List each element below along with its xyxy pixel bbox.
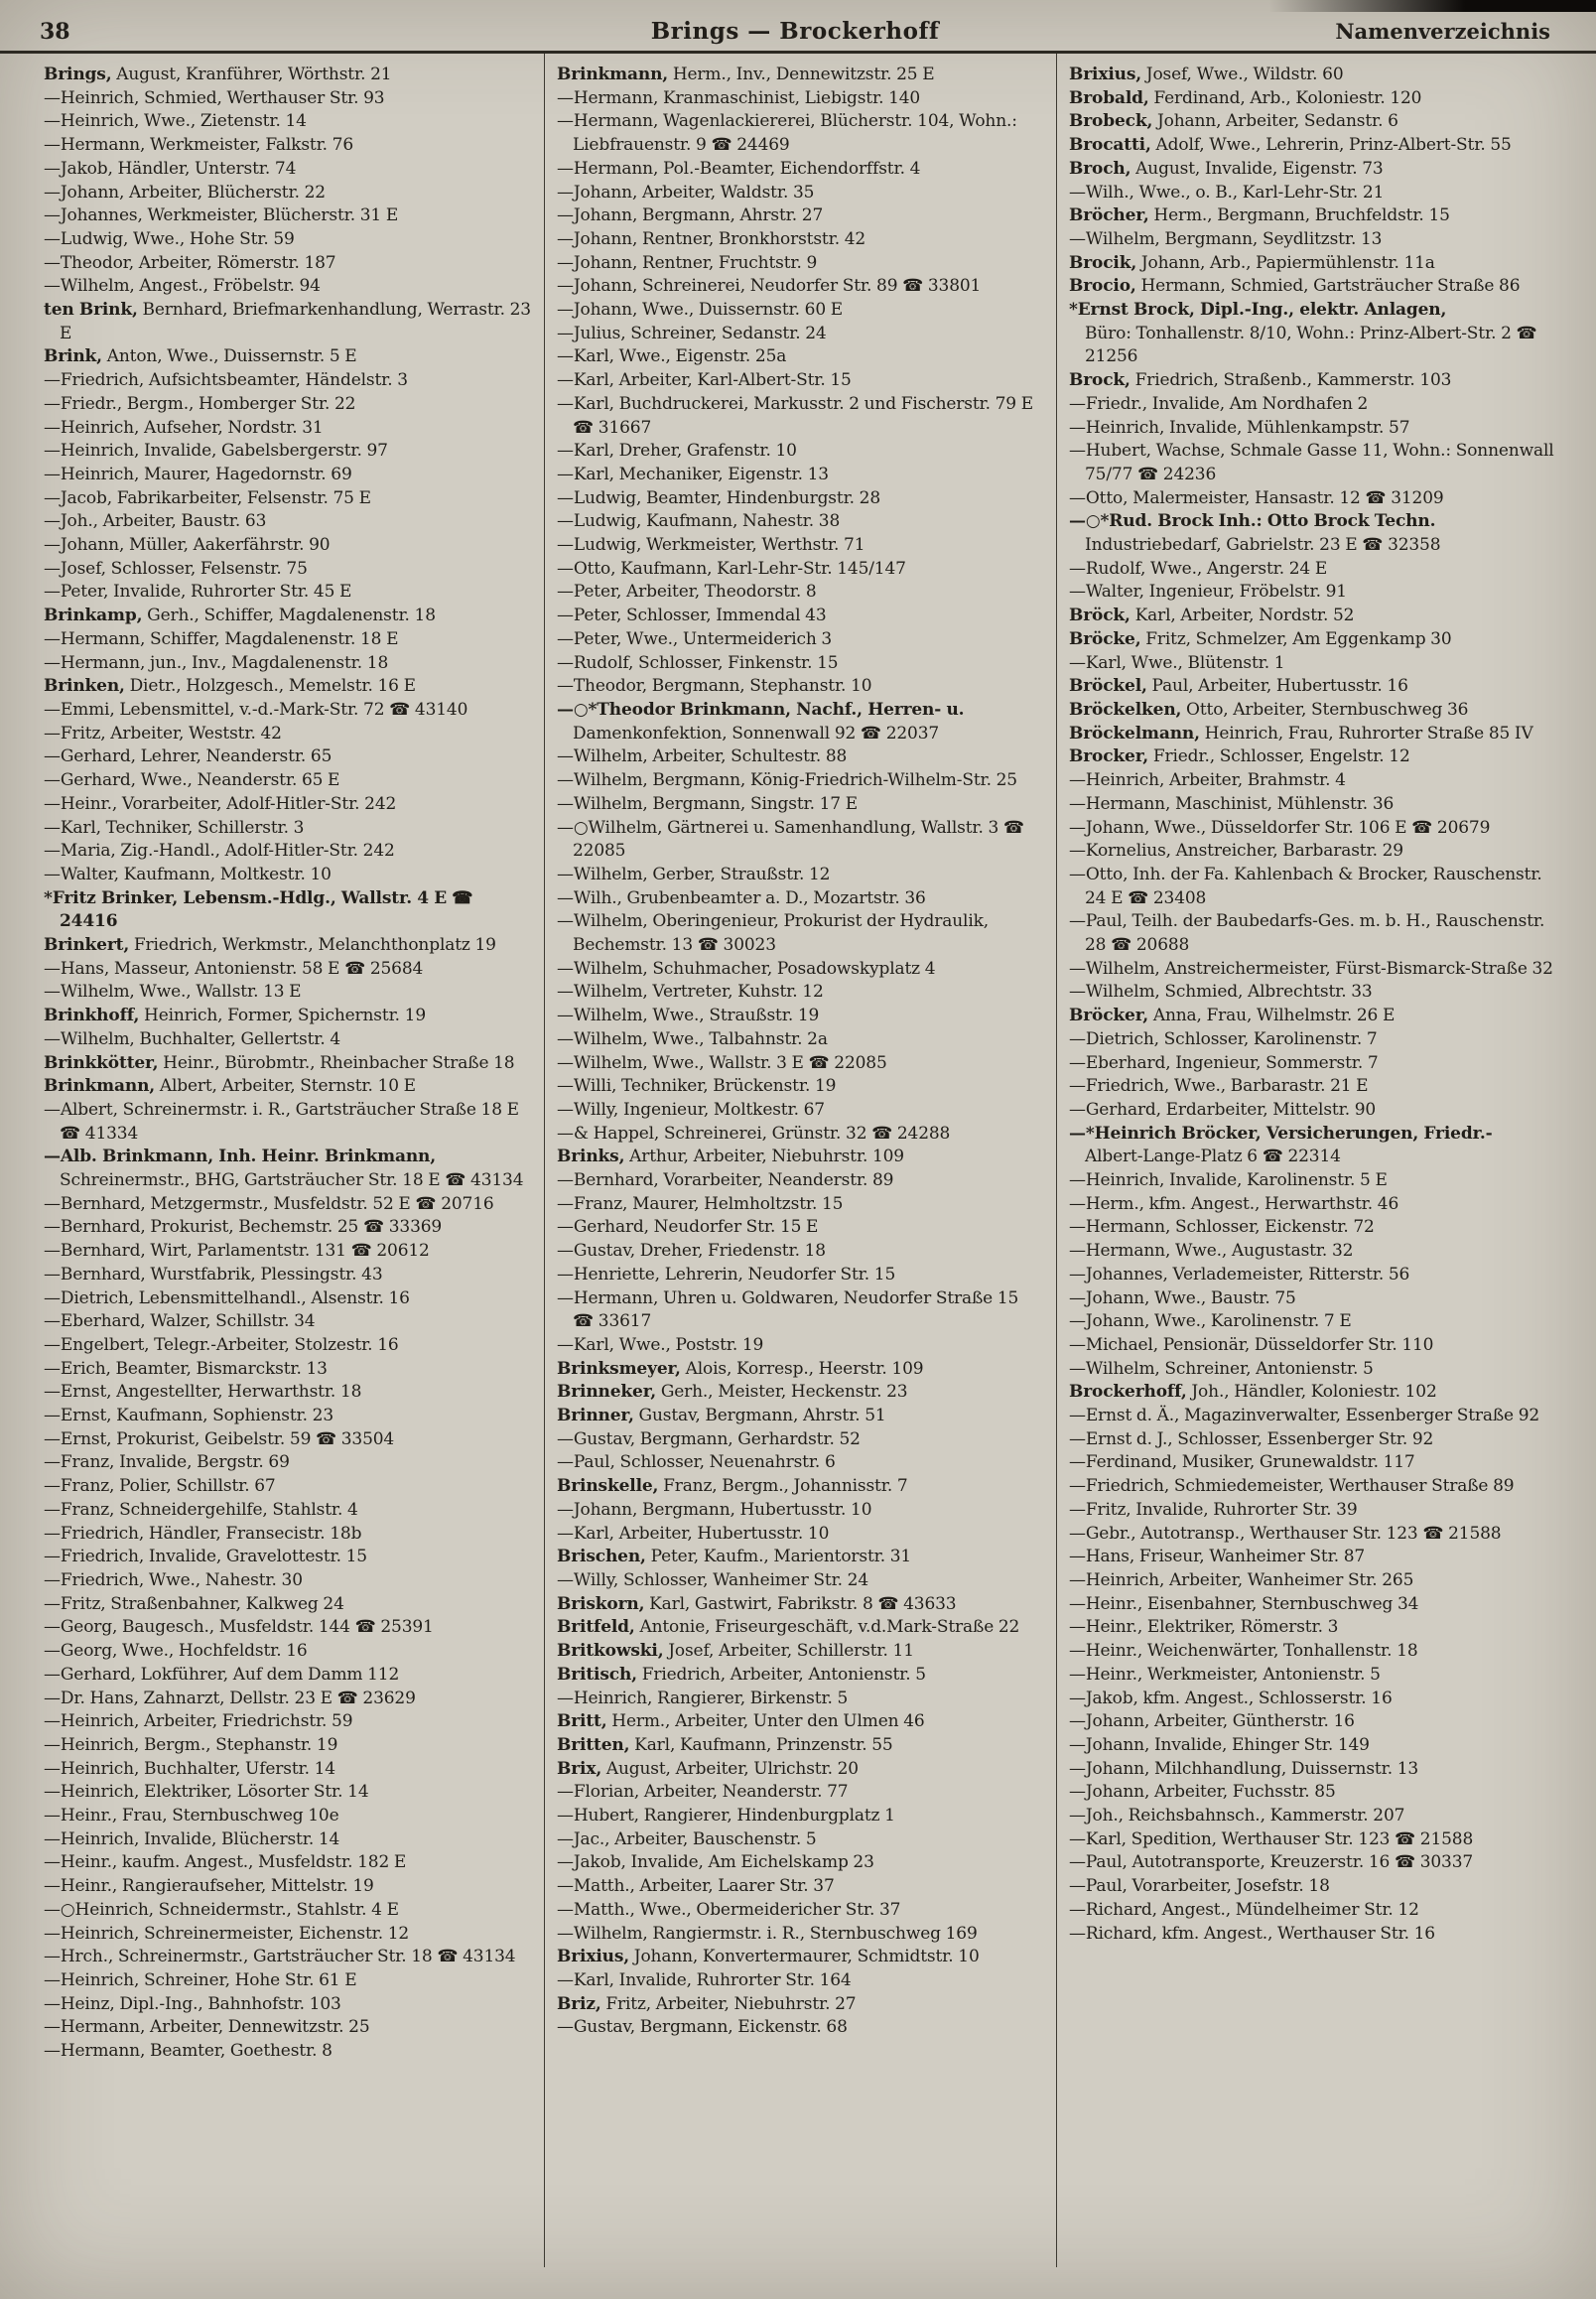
directory-entry: —Hermann, Kranmaschinist, Liebigstr. 140 [557,87,921,108]
directory-entry: —Wilhelm, Buchhalter, Gellertstr. 4 [44,1028,341,1049]
directory-entry: Brinks, Arthur, Arbeiter, Niebuhrstr. 109 [557,1147,904,1167]
surname: Britisch, [557,1664,637,1685]
directory-entry: —Heinr., Rangieraufseher, Mittelstr. 19 [44,1876,374,1897]
directory-entry: Brockerhoff, Joh., Händler, Koloniestr. 102 [1069,1382,1437,1403]
directory-entry: —Karl, Spedition, Werthauser Str. 123 ☎ 21588 [1069,1828,1474,1849]
directory-entry: —Rudolf, Wwe., Angerstr. 24 E [1069,558,1328,579]
directory-entry: —Matth., Wwe., Obermeidericher Str. 37 [557,1899,901,1920]
directory-entry: —Fritz, Arbeiter, Weststr. 42 [44,723,282,744]
directory-entry: —Heinrich, Elektriker, Lösorter Str. 14 [44,1782,369,1803]
surname: Briz, [557,1993,601,2014]
directory-entry: —Heinrich, Aufseher, Nordstr. 31 [44,417,324,438]
directory-entry: —Erich, Beamter, Bismarckstr. 13 [44,1358,328,1379]
directory-entry: —Paul, Teilh. der Baubedarfs-Ges. m. b. H., Rauschenstr. 28 ☎ 20688 [1069,911,1545,956]
surname: Brocker, [1069,746,1149,767]
directory-entry: —Johann, Wwe., Duissernstr. 60 E [557,300,844,321]
directory-entry: —Josef, Schlosser, Felsenstr. 75 [44,558,308,579]
surname: Brixius, [1069,65,1142,84]
directory-columns [0,54,1596,2267]
directory-entry: Brocatti, Adolf, Wwe., Lehrerin, Prinz-Albert-Str. 55 [1069,135,1512,156]
directory-entry: —Heinrich, Wwe., Zietenstr. 14 [44,111,307,132]
directory-entry: Brocik, Johann, Arb., Papiermühlenstr. 11a [1069,252,1435,273]
directory-entry: —Karl, Dreher, Grafenstr. 10 [557,441,797,462]
surname: Bröcke, [1069,628,1141,649]
directory-entry: —Johann, Rentner, Fruchtstr. 9 [557,252,818,273]
directory-entry: —Matth., Arbeiter, Laarer Str. 37 [557,1876,835,1897]
directory-entry: —Peter, Wwe., Untermeiderich 3 [557,628,833,649]
directory-entry: —Johann, Arbeiter, Güntherstr. 16 [1069,1711,1355,1732]
surname: Brinken, [44,676,125,697]
directory-entry: —Wilhelm, Anstreichermeister, Fürst-Bismarck-Straße 32 [1069,958,1553,979]
directory-entry: —Wilhelm, Gerber, Straußstr. 12 [557,864,831,884]
directory-entry: —Ferdinand, Musiker, Grunewaldstr. 117 [1069,1452,1415,1473]
directory-entry: —Gerhard, Neudorfer Str. 15 E [557,1217,819,1238]
directory-entry: —Jac., Arbeiter, Bauschenstr. 5 [557,1828,817,1849]
directory-entry: —Heinrich, Schreinermeister, Eichenstr. 12 [44,1923,410,1944]
directory-entry: —○Heinrich, Schneidermstr., Stahlstr. 4 E [44,1899,399,1920]
directory-entry: Brinskelle, Franz, Bergm., Johannisstr. 7 [557,1476,908,1497]
directory-entry: —Otto, Kaufmann, Karl-Lehr-Str. 145/147 [557,558,906,579]
directory-entry: Brinken, Dietr., Holzgesch., Memelstr. 16 E [44,676,416,697]
directory-entry: —Franz, Maurer, Helmholtzstr. 15 [557,1193,844,1214]
directory-entry: —Gustav, Dreher, Friedenstr. 18 [557,1241,826,1262]
directory-entry: —Richard, Angest., Mündelheimer Str. 12 [1069,1899,1419,1920]
directory-entry: —Johann, Rentner, Bronkhorststr. 42 [557,228,866,249]
directory-entry: —Jakob, Invalide, Am Eichelskamp 23 [557,1852,874,1873]
directory-entry: —Hermann, Wwe., Augustastr. 32 [1069,1241,1354,1262]
directory-entry: —Hermann, Schlosser, Eickenstr. 72 [1069,1217,1375,1238]
directory-entry: —Wilhelm, Vertreter, Kuhstr. 12 [557,982,824,1003]
directory-entry: —Wilhelm, Bergmann, König-Friedrich-Wilhelm-Str. 25 [557,770,1017,791]
directory-entry: —Georg, Wwe., Hochfeldstr. 16 [44,1641,308,1662]
surname: Brinner, [557,1406,634,1426]
directory-entry: —Rudolf, Schlosser, Finkenstr. 15 [557,652,839,673]
directory-entry: —Heinrich, Invalide, Blücherstr. 14 [44,1828,340,1849]
directory-entry: *Ernst Brock, Dipl.-Ing., elektr. Anlagen, [1069,300,1447,321]
directory-entry: —Hrch., Schreinermstr., Gartsträucher Str. 18 ☎ 43134 [44,1947,516,1967]
surname: ten Brink, [44,300,138,321]
surname: Brocik, [1069,252,1137,273]
surname: Briskorn, [557,1593,645,1614]
directory-entry: Bröckelmann, Heinrich, Frau, Ruhrorter Straße 85 IV [1069,723,1533,744]
directory-entry: —Johann, Bergmann, Ahrstr. 27 [557,205,824,226]
surname: Britten, [557,1734,630,1755]
surname: Brocio, [1069,276,1136,297]
page-title: Brings — Brockerhoff [650,18,940,45]
directory-entry: —○*Theodor Brinkmann, Nachf., Herren- u. [557,699,965,720]
directory-entry: —Bernhard, Prokurist, Bechemstr. 25 ☎ 33369 [44,1217,443,1238]
directory-entry: —Karl, Mechaniker, Eigenstr. 13 [557,464,829,484]
directory-entry: —Hermann, Uhren u. Goldwaren, Neudorfer Straße 15 ☎ 33617 [557,1287,1019,1332]
directory-entry: —Walter, Kaufmann, Moltkestr. 10 [44,864,332,884]
directory-entry: Brinkert, Friedrich, Werkmstr., Melanchthonplatz 19 [44,935,496,956]
directory-entry: Brix, August, Arbeiter, Ulrichstr. 20 [557,1758,859,1779]
directory-entry: —Friedrich, Aufsichtsbeamter, Händelstr. 3 [44,370,408,391]
section-label: Namenverzeichnis [1335,19,1550,44]
directory-entry: —Emmi, Lebensmittel, v.-d.-Mark-Str. 72 ☎ 43140 [44,699,468,720]
surname: Britkowski, [557,1641,664,1662]
directory-entry: —Otto, Malermeister, Hansastr. 12 ☎ 31209 [1069,487,1444,508]
directory-column-2 [544,54,1056,2267]
directory-entry: *Fritz Brinker, Lebensm.-Hdlg., Wallstr. 4 E ☎ 24416 [44,887,473,932]
directory-entry: Britt, Herm., Arbeiter, Unter den Ulmen 46 [557,1711,925,1732]
directory-entry: Damenkonfektion, Sonnenwall 92 ☎ 22037 [573,723,940,744]
directory-entry: —Theodor, Arbeiter, Römerstr. 187 [44,252,336,273]
directory-entry: —Friedrich, Wwe., Nahestr. 30 [44,1570,303,1590]
surname: Bröckelmann, [1069,723,1200,744]
directory-entry: —Heinrich, Schreiner, Hohe Str. 61 E [44,1969,357,1990]
directory-entry: —Karl, Arbeiter, Karl-Albert-Str. 15 [557,370,852,391]
directory-entry: —Ludwig, Wwe., Hohe Str. 59 [44,228,295,249]
directory-entry: —Joh., Arbeiter, Baustr. 63 [44,511,267,532]
directory-entry: —Friedrich, Invalide, Gravelottestr. 15 [44,1547,367,1567]
directory-entry: —Hermann, Maschinist, Mühlenstr. 36 [1069,793,1395,814]
directory-entry: Briz, Fritz, Arbeiter, Niebuhrstr. 27 [557,1993,857,2014]
directory-entry: —Wilh., Grubenbeamter a. D., Mozartstr. 36 [557,887,926,908]
surname: Brinkamp, [44,606,143,626]
directory-entry: —Bernhard, Wirt, Parlamentstr. 131 ☎ 20612 [44,1241,430,1262]
directory-entry: —*Heinrich Bröcker, Versicherungen, Friedr.- [1069,1123,1493,1144]
surname: Brobald, [1069,87,1149,108]
directory-entry: —Kornelius, Anstreicher, Barbarastr. 29 [1069,841,1403,862]
directory-entry: —Johann, Schreinerei, Neudorfer Str. 89 ☎ 33801 [557,276,982,297]
directory-entry: —Heinr., Vorarbeiter, Adolf-Hitler-Str. 242 [44,793,397,814]
directory-entry: Brink, Anton, Wwe., Duissernstr. 5 E [44,346,357,367]
directory-entry: —Wilhelm, Oberingenieur, Prokurist der Hydraulik, Bechemstr. 13 ☎ 30023 [557,911,990,956]
directory-entry: —Wilhelm, Wwe., Wallstr. 13 E [44,982,302,1003]
directory-entry: —Richard, kfm. Angest., Werthauser Str. 16 [1069,1923,1435,1944]
directory-entry: Brocio, Hermann, Schmied, Gartsträucher Straße 86 [1069,276,1521,297]
directory-entry: —Johann, Müller, Aakerfährstr. 90 [44,535,331,556]
directory-entry: —Willy, Schlosser, Wanheimer Str. 24 [557,1570,869,1590]
surname: Brixius, [557,1947,630,1967]
directory-entry: —Paul, Autotransporte, Kreuzerstr. 16 ☎ 30337 [1069,1852,1474,1873]
directory-entry: —Ludwig, Kaufmann, Nahestr. 38 [557,511,841,532]
directory-entry: —Paul, Vorarbeiter, Josefstr. 18 [1069,1876,1330,1897]
directory-entry: —Karl, Buchdruckerei, Markusstr. 2 und Fischerstr. 79 E ☎ 31667 [557,393,1033,438]
surname: Brinkmann, [557,65,669,84]
directory-entry: Bröcke, Fritz, Schmelzer, Am Eggenkamp 30 [1069,628,1452,649]
directory-entry: —Johann, Invalide, Ehinger Str. 149 [1069,1734,1370,1755]
surname: Bröck, [1069,606,1130,626]
surname: Bröcher, [1069,205,1149,226]
directory-entry: —Gustav, Bergmann, Eickenstr. 68 [557,2017,848,2038]
directory-entry: —Wilhelm, Arbeiter, Schultestr. 88 [557,746,848,767]
directory-entry: —Johann, Bergmann, Hubertusstr. 10 [557,1499,872,1520]
surname: Britt, [557,1711,607,1732]
directory-entry: —Wilhelm, Bergmann, Seydlitzstr. 13 [1069,228,1383,249]
directory-entry: —Wilh., Wwe., o. B., Karl-Lehr-Str. 21 [1069,182,1385,203]
directory-entry: —Peter, Schlosser, Immendal 43 [557,606,827,626]
directory-entry: —Johann, Arbeiter, Fuchsstr. 85 [1069,1782,1336,1803]
directory-entry: —Albert, Schreinermstr. i. R., Gartsträucher Straße 18 E ☎ 41334 [44,1099,519,1144]
directory-entry: —Fritz, Invalide, Ruhrorter Str. 39 [1069,1499,1358,1520]
directory-entry: —Ernst d. J., Schlosser, Essenberger Str. 92 [1069,1428,1434,1449]
surname: Brinkkötter, [44,1052,159,1073]
directory-entry: —Georg, Baugesch., Musfeldstr. 144 ☎ 25391 [44,1617,434,1638]
directory-entry: Brinkmann, Herm., Inv., Dennewitzstr. 25 E [557,65,935,84]
surname: Brinkert, [44,935,130,956]
directory-entry: —Franz, Schneidergehilfe, Stahlstr. 4 [44,1499,358,1520]
directory-entry: Britten, Karl, Kaufmann, Prinzenstr. 55 [557,1734,893,1755]
directory-entry: —Wilhelm, Bergmann, Singstr. 17 E [557,793,858,814]
directory-entry: —Maria, Zig.-Handl., Adolf-Hitler-Str. 242 [44,841,395,862]
directory-entry: Bröcker, Anna, Frau, Wilhelmstr. 26 E [1069,1006,1396,1026]
directory-entry: —Dietrich, Schlosser, Karolinenstr. 7 [1069,1028,1378,1049]
directory-entry: —Walter, Ingenieur, Fröbelstr. 91 [1069,582,1347,603]
directory-entry: —Friedrich, Schmiedemeister, Werthauser Straße 89 [1069,1476,1515,1497]
directory-entry: Albert-Lange-Platz 6 ☎ 22314 [1085,1147,1341,1167]
directory-entry: —Gustav, Bergmann, Gerhardstr. 52 [557,1428,861,1449]
directory-entry: —Heinrich, Invalide, Gabelsbergerstr. 97 [44,441,388,462]
surname: Brinkhoff, [44,1006,140,1026]
directory-entry: —Heinr., Weichenwärter, Tonhallenstr. 18 [1069,1641,1418,1662]
surname: Brinneker, [557,1382,657,1403]
directory-entry: —Jakob, Händler, Unterstr. 74 [44,158,297,179]
directory-entry: —Johann, Arbeiter, Waldstr. 35 [557,182,815,203]
directory-entry: —Willy, Ingenieur, Moltkestr. 67 [557,1099,825,1120]
directory-entry: Brinkmann, Albert, Arbeiter, Sternstr. 10 E [44,1076,416,1097]
directory-entry: —Otto, Inh. der Fa. Kahlenbach & Brocker, Rauschenstr. 24 E ☎ 23408 [1069,864,1542,908]
directory-entry: —Dr. Hans, Zahnarzt, Dellstr. 23 E ☎ 23629 [44,1688,416,1708]
directory-entry: —Engelbert, Telegr.-Arbeiter, Stolzestr. 16 [44,1334,399,1355]
directory-entry: —Franz, Invalide, Bergstr. 69 [44,1452,290,1473]
directory-entry: —Gerhard, Wwe., Neanderstr. 65 E [44,770,340,791]
directory-entry: —Heinr., Elektriker, Römerstr. 3 [1069,1617,1339,1638]
surname: Brings, [44,65,112,84]
directory-entry: —Johann, Arbeiter, Blücherstr. 22 [44,182,326,203]
directory-entry: —○*Rud. Brock Inh.: Otto Brock Techn. [1069,511,1436,532]
surname: Brinks, [557,1147,625,1167]
directory-entry: —Hermann, Arbeiter, Dennewitzstr. 25 [44,2017,370,2038]
surname: Brinskelle, [557,1476,659,1497]
directory-entry: Brixius, Josef, Wwe., Wildstr. 60 [1069,65,1344,84]
directory-entry: —Joh., Reichsbahnsch., Kammerstr. 207 [1069,1806,1405,1826]
directory-entry: —Ernst d. Ä., Magazinverwalter, Essenberger Straße 92 [1069,1406,1540,1426]
directory-entry: —Heinrich, Arbeiter, Wanheimer Str. 265 [1069,1570,1414,1590]
directory-entry: —Ernst, Angestellter, Herwarthstr. 18 [44,1382,362,1403]
directory-entry: —Wilhelm, Angest., Fröbelstr. 94 [44,276,321,297]
directory-entry: —Fritz, Straßenbahner, Kalkweg 24 [44,1593,344,1614]
directory-entry: —Heinr., Frau, Sternbuschweg 10e [44,1806,339,1826]
directory-entry: —Karl, Arbeiter, Hubertusstr. 10 [557,1523,830,1544]
directory-entry: Brinkamp, Gerh., Schiffer, Magdalenenstr. 18 [44,606,436,626]
directory-entry: —Eberhard, Ingenieur, Sommerstr. 7 [1069,1052,1379,1073]
directory-entry: —Friedrich, Händler, Fransecistr. 18b [44,1523,362,1544]
surname: Britfeld, [557,1617,635,1638]
directory-entry: —○Wilhelm, Gärtnerei u. Samenhandlung, Wallstr. 3 ☎ 22085 [557,817,1024,862]
directory-entry: ten Brink, Bernhard, Briefmarkenhandlung, Werrastr. 23 E [44,300,531,343]
directory-entry: —Johannes, Werkmeister, Blücherstr. 31 E [44,205,399,226]
directory-entry: —Hermann, Schiffer, Magdalenenstr. 18 E [44,628,399,649]
directory-entry: Brobald, Ferdinand, Arb., Koloniestr. 120 [1069,87,1422,108]
directory-entry: Broch, August, Invalide, Eigenstr. 73 [1069,158,1384,179]
directory-entry: —Hermann, Werkmeister, Falkstr. 76 [44,135,354,156]
directory-entry: —Karl, Invalide, Ruhrorter Str. 164 [557,1969,852,1990]
directory-entry: —Wilhelm, Schuhmacher, Posadowskyplatz 4 [557,958,936,979]
directory-entry: —Wilhelm, Wwe., Talbahnstr. 2a [557,1028,828,1049]
directory-entry: Brinneker, Gerh., Meister, Heckenstr. 23 [557,1382,908,1403]
directory-entry: —Hermann, Pol.-Beamter, Eichendorffstr. 4 [557,158,921,179]
directory-entry: Brock, Friedrich, Straßenb., Kammerstr. 103 [1069,370,1452,391]
directory-entry: —Johann, Wwe., Baustr. 75 [1069,1287,1296,1308]
directory-entry: —Heinz, Dipl.-Ing., Bahnhofstr. 103 [44,1993,341,2014]
directory-entry: Brinksmeyer, Alois, Korresp., Heerstr. 109 [557,1358,924,1379]
directory-entry: —Karl, Wwe., Blütenstr. 1 [1069,652,1285,673]
directory-entry: —Karl, Techniker, Schillerstr. 3 [44,817,305,838]
surname: Bröckelken, [1069,699,1182,720]
directory-column-3 [1056,54,1568,2267]
directory-entry: —Johann, Wwe., Düsseldorfer Str. 106 E ☎ 20679 [1069,817,1491,838]
directory-entry: —Franz, Polier, Schillstr. 67 [44,1476,276,1497]
directory-entry: Bröckel, Paul, Arbeiter, Hubertusstr. 16 [1069,676,1408,697]
directory-entry: Brixius, Johann, Konvertermaurer, Schmidtstr. 10 [557,1947,980,1967]
surname: Bröckel, [1069,676,1147,697]
directory-entry: —Theodor, Bergmann, Stephanstr. 10 [557,676,872,697]
directory-entry: —Hubert, Rangierer, Hindenburgplatz 1 [557,1806,895,1826]
surname: Brock, [1069,370,1130,391]
directory-entry: —& Happel, Schreinerei, Grünstr. 32 ☎ 24288 [557,1123,951,1144]
directory-entry: —Heinrich, Rangierer, Birkenstr. 5 [557,1688,849,1708]
directory-entry: —Johann, Wwe., Karolinenstr. 7 E [1069,1311,1352,1332]
surname: Broch, [1069,158,1131,179]
directory-entry: —Willi, Techniker, Brückenstr. 19 [557,1076,837,1097]
directory-entry: —Wilhelm, Rangiermstr. i. R., Sternbuschweg 169 [557,1923,978,1944]
directory-entry: —Heinrich, Schmied, Werthauser Str. 93 [44,87,385,108]
directory-entry: —Gerhard, Lehrer, Neanderstr. 65 [44,746,332,767]
directory-entry: —Heinrich, Maurer, Hagedornstr. 69 [44,464,352,484]
directory-entry: —Wilhelm, Schmied, Albrechtstr. 33 [1069,982,1373,1003]
surname: Brocatti, [1069,135,1151,156]
surname: Brobeck, [1069,111,1153,132]
directory-entry: —Hans, Masseur, Antonienstr. 58 E ☎ 25684 [44,958,424,979]
directory-entry: —Gerhard, Erdarbeiter, Mittelstr. 90 [1069,1099,1377,1120]
directory-entry: —Bernhard, Vorarbeiter, Neanderstr. 89 [557,1170,894,1191]
directory-entry: Büro: Tonhallenstr. 8/10, Wohn.: Prinz-Albert-Str. 2 ☎ 21256 [1085,323,1537,367]
directory-entry: Briskorn, Karl, Gastwirt, Fabrikstr. 8 ☎ 43633 [557,1593,957,1614]
directory-entry: —Karl, Wwe., Eigenstr. 25a [557,346,787,367]
directory-entry: Brinner, Gustav, Bergmann, Ahrstr. 51 [557,1406,886,1426]
directory-entry: —Paul, Schlosser, Neuenahrstr. 6 [557,1452,836,1473]
directory-entry: Brinkkötter, Heinr., Bürobmtr., Rheinbacher Straße 18 [44,1052,515,1073]
directory-entry: —Hermann, Wagenlackiererei, Blücherstr. 104, Wohn.: Liebfrauenstr. 9 ☎ 24469 [557,111,1017,156]
directory-entry: —Jakob, kfm. Angest., Schlosserstr. 16 [1069,1688,1393,1708]
directory-entry: —Jacob, Fabrikarbeiter, Felsenstr. 75 E [44,487,371,508]
directory-entry: Britfeld, Antonie, Friseurgeschäft, v.d.Mark-Straße 22 [557,1617,1020,1638]
directory-entry: —Dietrich, Lebensmittelhandl., Alsenstr. 16 [44,1287,410,1308]
directory-entry: —Michael, Pensionär, Düsseldorfer Str. 110 [1069,1334,1434,1355]
directory-entry: —Heinrich, Arbeiter, Brahmstr. 4 [1069,770,1346,791]
directory-entry: —Ludwig, Werkmeister, Werthstr. 71 [557,535,865,556]
directory-entry: —Heinrich, Invalide, Karolinenstr. 5 E [1069,1170,1388,1191]
directory-entry: —Heinrich, Invalide, Mühlenkampstr. 57 [1069,417,1410,438]
directory-entry: —Peter, Arbeiter, Theodorstr. 8 [557,582,817,603]
directory-entry: Brinkhoff, Heinrich, Former, Spichernstr. 19 [44,1006,427,1026]
surname: Bröcker, [1069,1006,1149,1026]
directory-entry: —Johannes, Verlademeister, Ritterstr. 56 [1069,1264,1410,1285]
directory-entry: Bröck, Karl, Arbeiter, Nordstr. 52 [1069,606,1355,626]
directory-entry: —Gerhard, Lokführer, Auf dem Damm 112 [44,1664,400,1685]
directory-entry: —Peter, Invalide, Ruhrorter Str. 45 E [44,582,352,603]
directory-entry: Brischen, Peter, Kaufm., Marientorstr. 31 [557,1547,912,1567]
directory-entry: —Eberhard, Walzer, Schillstr. 34 [44,1311,316,1332]
directory-entry: —Ernst, Kaufmann, Sophienstr. 23 [44,1406,333,1426]
directory-entry: —Hubert, Wachse, Schmale Gasse 11, Wohn.: Sonnenwall 75/77 ☎ 24236 [1069,441,1554,484]
directory-entry: —Heinrich, Bergm., Stephanstr. 19 [44,1734,338,1755]
directory-entry: —Hermann, jun., Inv., Magdalenenstr. 18 [44,652,389,673]
directory-entry: —Henriette, Lehrerin, Neudorfer Str. 15 [557,1264,896,1285]
directory-entry: Britkowski, Josef, Arbeiter, Schillerstr. 11 [557,1641,914,1662]
surname: Brink, [44,346,102,367]
surname: Brinksmeyer, [557,1358,681,1379]
directory-entry: Schreinermstr., BHG, Gartsträucher Str. 18 E ☎ 43134 [60,1170,524,1191]
directory-entry: —Hans, Friseur, Wanheimer Str. 87 [1069,1547,1366,1567]
surname: Brockerhoff, [1069,1382,1187,1403]
directory-entry: —Heinr., Werkmeister, Antonienstr. 5 [1069,1664,1381,1685]
directory-entry: Brobeck, Johann, Arbeiter, Sedanstr. 6 [1069,111,1398,132]
directory-entry: —Karl, Wwe., Poststr. 19 [557,1334,764,1355]
directory-entry: —Ludwig, Beamter, Hindenburgstr. 28 [557,487,881,508]
directory-entry: —Hermann, Beamter, Goethestr. 8 [44,2041,332,2062]
page-number: 38 [40,19,70,45]
directory-entry: —Florian, Arbeiter, Neanderstr. 77 [557,1782,849,1803]
directory-entry: —Julius, Schreiner, Sedanstr. 24 [557,323,827,343]
surname: Brix, [557,1758,602,1779]
directory-entry: —Ernst, Prokurist, Geibelstr. 59 ☎ 33504 [44,1428,395,1449]
directory-entry: Bröcher, Herm., Bergmann, Bruchfeldstr. 15 [1069,205,1450,226]
directory-entry: —Heinrich, Buchhalter, Uferstr. 14 [44,1758,335,1779]
directory-column-1 [32,54,544,2267]
scan-artifact [1268,0,1596,12]
directory-entry: —Johann, Milchhandlung, Duissernstr. 13 [1069,1758,1419,1779]
directory-entry: Brings, August, Kranführer, Wörthstr. 21 [44,65,392,84]
surname: Brinkmann, [44,1076,156,1097]
directory-entry: Brocker, Friedr., Schlosser, Engelstr. 12 [1069,746,1410,767]
directory-entry: —Bernhard, Wurstfabrik, Plessingstr. 43 [44,1264,383,1285]
directory-entry: Britisch, Friedrich, Arbeiter, Antonienstr. 5 [557,1664,926,1685]
directory-entry: —Heinr., Eisenbahner, Sternbuschweg 34 [1069,1593,1419,1614]
directory-entry: —Wilhelm, Schreiner, Antonienstr. 5 [1069,1358,1374,1379]
directory-entry: —Friedr., Bergm., Homberger Str. 22 [44,393,356,414]
directory-entry: —Friedrich, Wwe., Barbarastr. 21 E [1069,1076,1369,1097]
directory-entry: —Friedr., Invalide, Am Nordhafen 2 [1069,393,1369,414]
directory-entry: —Alb. Brinkmann, Inh. Heinr. Brinkmann, [44,1147,437,1167]
directory-entry: —Heinr., kaufm. Angest., Musfeldstr. 182 E [44,1852,407,1873]
directory-entry: Bröckelken, Otto, Arbeiter, Sternbuschweg 36 [1069,699,1469,720]
directory-entry: —Gebr., Autotransp., Werthauser Str. 123 ☎ 21588 [1069,1523,1502,1544]
directory-entry: —Herm., kfm. Angest., Herwarthstr. 46 [1069,1193,1399,1214]
directory-entry: —Bernhard, Metzgermstr., Musfeldstr. 52 E ☎ 20716 [44,1193,494,1214]
surname: Brischen, [557,1547,646,1567]
directory-entry: —Wilhelm, Wwe., Wallstr. 3 E ☎ 22085 [557,1052,887,1073]
directory-entry: Industriebedarf, Gabrielstr. 23 E ☎ 32358 [1085,535,1441,556]
directory-entry: —Heinrich, Arbeiter, Friedrichstr. 59 [44,1711,353,1732]
directory-entry: —Wilhelm, Wwe., Straußstr. 19 [557,1006,820,1026]
